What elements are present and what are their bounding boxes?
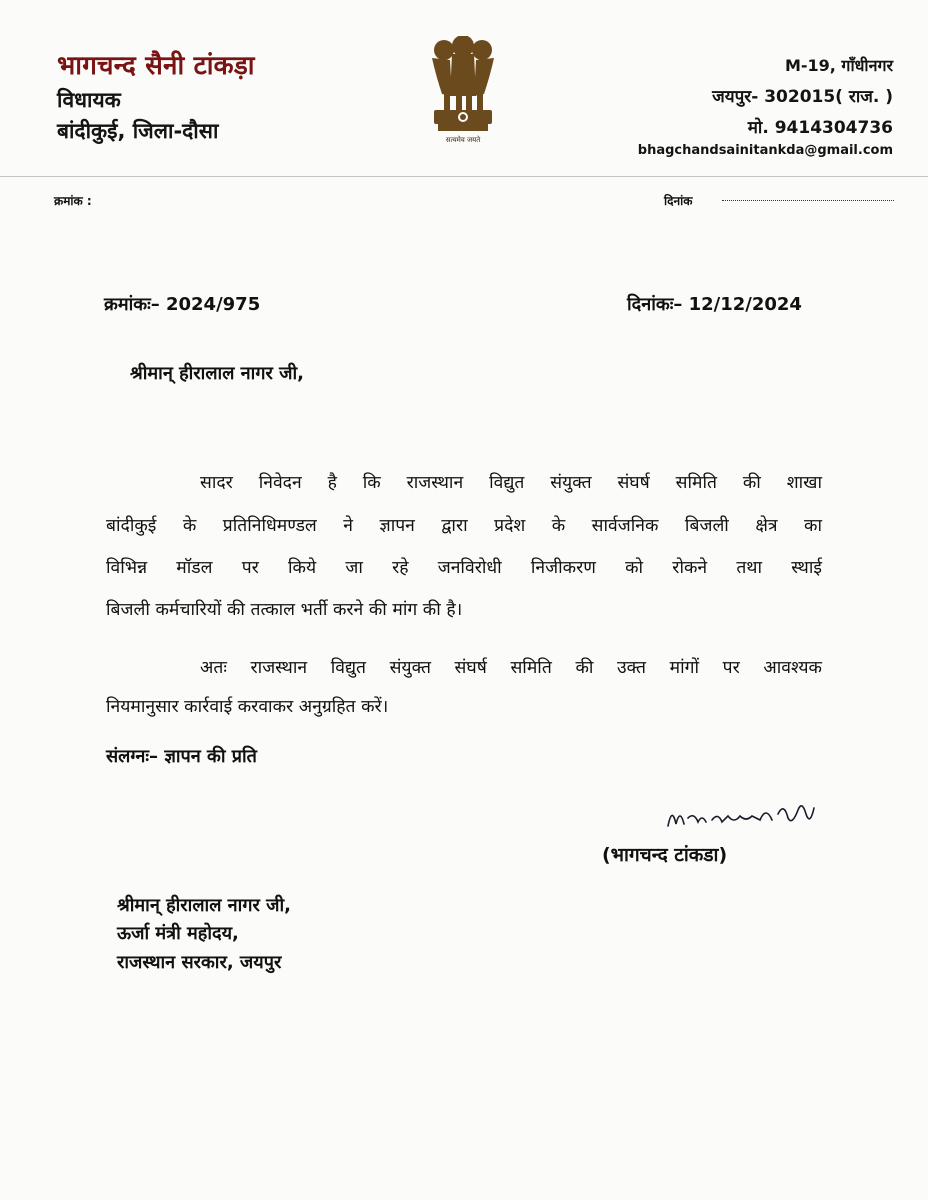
signatory-name: (भागचन्द टांकडा) bbox=[602, 844, 728, 866]
email-address: bhagchandsainitankda@gmail.com bbox=[637, 143, 893, 158]
paragraph1-line: सादर निवेदन है कि राजस्थान विद्युत संयुक्त संघर्ष समिति की शाखा bbox=[200, 473, 822, 493]
enclosure-note: संलग्नः– ज्ञापन की प्रति bbox=[106, 746, 257, 767]
address-line-2: जयपुर- 302015( राज. ) bbox=[712, 87, 893, 107]
paragraph2-line: नियमानुसार कार्रवाई करवाकर अनुग्रहित करें। bbox=[106, 697, 389, 717]
legislator-name: भागचन्द सैनी टांकड़ा bbox=[57, 51, 255, 81]
constituency: बांदीकुई, जिला-दौसा bbox=[57, 119, 219, 143]
handwritten-signature bbox=[664, 796, 834, 840]
letterhead-ref-label: क्रमांक : bbox=[54, 194, 92, 208]
mobile-number: मो. 9414304736 bbox=[747, 118, 893, 138]
recipient-line: ऊर्जा मंत्री महोदय, bbox=[117, 923, 239, 944]
date-dotted-line bbox=[722, 200, 894, 201]
paragraph2-line: अतः राजस्थान विद्युत संयुक्त संघर्ष समिति की उक्त मांगों पर आवश्यक bbox=[200, 658, 822, 678]
reference-number: क्रमांकः– 2024/975 bbox=[104, 294, 261, 315]
salutation: श्रीमान् हीरालाल नागर जी, bbox=[130, 363, 304, 384]
letter-date: दिनांकः– 12/12/2024 bbox=[627, 294, 802, 315]
emblem-motto: सत्यमेव जयते bbox=[445, 136, 481, 144]
recipient-line: श्रीमान् हीरालाल नागर जी, bbox=[117, 895, 291, 916]
recipient-line: राजस्थान सरकार, जयपुर bbox=[117, 952, 282, 973]
paragraph1-line: बिजली कर्मचारियों की तत्काल भर्ती करने की मांग की है। bbox=[106, 600, 463, 620]
paragraph1-line: बांदीकुई के प्रतिनिधिमण्डल ने ज्ञापन द्वारा प्रदेश के सार्वजनिक बिजली क्षेत्र का bbox=[106, 516, 822, 536]
letterhead-date-label: दिनांक bbox=[664, 194, 693, 208]
address-line-1: M-19, गाँधीनगर bbox=[784, 56, 893, 75]
letterhead-divider bbox=[0, 176, 928, 177]
paragraph1-line: विभिन्न मॉडल पर किये जा रहे जनविरोधी निजीकरण को रोकने तथा स्थाई bbox=[106, 558, 822, 578]
designation: विधायक bbox=[57, 88, 121, 112]
national-emblem-icon bbox=[422, 36, 504, 152]
